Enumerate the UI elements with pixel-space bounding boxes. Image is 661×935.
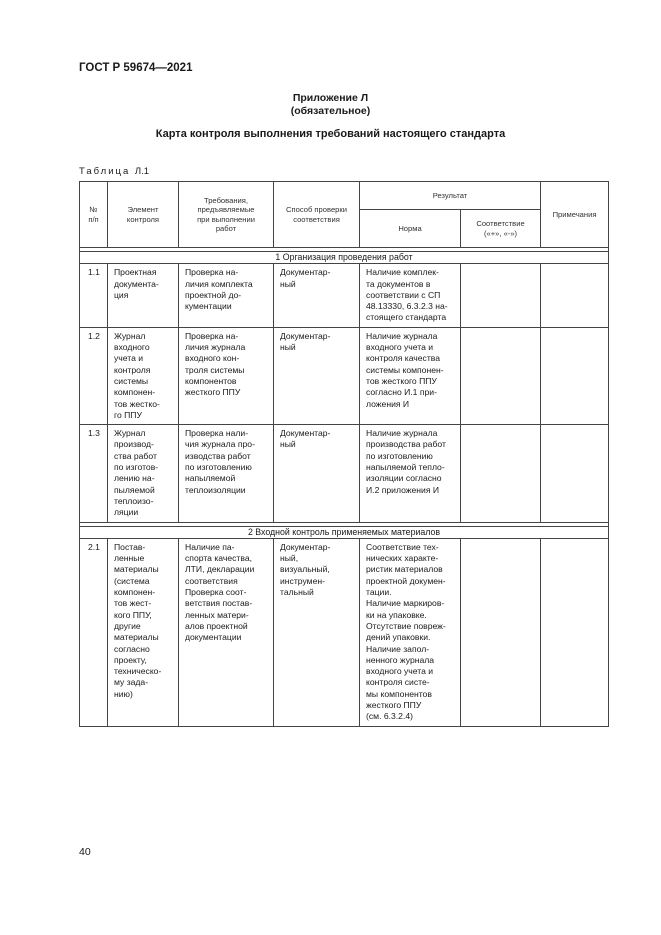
- table-label: [79, 166, 149, 177]
- table-row: [80, 327, 609, 424]
- norm-cell: Наличие комплек- та документов в соответствии с СП 48.13330, 6.3.2.3 на- стоящего стандарта: [360, 264, 461, 327]
- requirement-cell: Наличие па- спорта качества, ЛТИ, декларации соответствия Проверка соот- ветствия постав- ленных матери- алов проектной документации: [179, 538, 274, 726]
- table-row: [80, 538, 609, 726]
- notes-cell: [541, 264, 609, 327]
- col-header-requirements: Требования, предъявляемые при выполнении работ: [179, 182, 274, 248]
- control-table: [79, 181, 609, 727]
- method-cell: Документар- ный: [274, 425, 360, 522]
- section-title: 2 Входной контроль применяемых материалов: [80, 526, 609, 538]
- notes-cell: [541, 425, 609, 522]
- compliance-cell: [461, 264, 541, 327]
- page-number: 40: [79, 846, 91, 858]
- table-label-number: Л.1: [134, 166, 150, 177]
- control-element: Журнал производ- ства работ по изготов- лению на- пыляемой теплоизо- ляции: [108, 425, 179, 522]
- col-header-compliance: Соответствие («+», «-»): [461, 210, 541, 248]
- col-header-method: Способ проверки соответствия: [274, 182, 360, 248]
- row-number: 2.1: [80, 538, 108, 726]
- method-cell: Документар- ный: [274, 264, 360, 327]
- compliance-cell: [461, 327, 541, 424]
- control-element: Журнал входного учета и контроля системы компонен- тов жестко- го ППУ: [108, 327, 179, 424]
- appendix-heading: [0, 92, 661, 118]
- table-row: [80, 425, 609, 522]
- notes-cell: [541, 327, 609, 424]
- row-number: 1.1: [80, 264, 108, 327]
- row-number: 1.2: [80, 327, 108, 424]
- control-element: Постав- ленные материалы (система компонен- тов жест- кого ППУ, другие материалы согласно проекту, техническо- му зада- нию): [108, 538, 179, 726]
- col-header-norm: Норма: [360, 210, 461, 248]
- method-cell: Документар- ный: [274, 327, 360, 424]
- section-title: 1 Организация проведения работ: [80, 252, 609, 264]
- card-title: Карта контроля выполнения требований настоящего стандарта: [155, 128, 506, 140]
- control-element: Проектная документа- ция: [108, 264, 179, 327]
- notes-cell: [541, 538, 609, 726]
- section-row: [80, 252, 609, 264]
- requirement-cell: Проверка на- личия комплекта проектной до- кументации: [179, 264, 274, 327]
- document-code: ГОСТ Р 59674—2021: [79, 62, 193, 74]
- col-header-result: Результат: [360, 182, 541, 210]
- norm-cell: Наличие журнала входного учета и контроля качества системы компонен- тов жесткого ППУ согласно И.1 при- ложения И: [360, 327, 461, 424]
- table-body: [80, 248, 609, 727]
- compliance-cell: [461, 425, 541, 522]
- requirement-cell: Проверка на- личия журнала входного кон- троля системы компонентов жесткого ППУ: [179, 327, 274, 424]
- appendix-status: (обязательное): [290, 105, 371, 117]
- appendix-title: Приложение Л: [292, 92, 369, 104]
- section-row: [80, 526, 609, 538]
- row-number: 1.3: [80, 425, 108, 522]
- table-row: [80, 264, 609, 327]
- norm-cell: Наличие журнала производства работ по изготовлению напыляемой тепло- изоляции согласно И.2 приложения И: [360, 425, 461, 522]
- table-label-word: Таблица: [79, 166, 131, 177]
- norm-cell: Соответствие тех- нических характе- ристик материалов проектной докумен- тации. Наличие маркиров- ки на упаковке. Отсутствие повреж- дений упаковки. Наличие запол- ненного журнала входного учета и контроля систе- мы компонентов жесткого ППУ (см. 6.3.2.4): [360, 538, 461, 726]
- requirement-cell: Проверка нали- чия журнала про- изводства работ по изготовлению напыляемой теплоизоляции: [179, 425, 274, 522]
- col-header-element: Элемент контроля: [108, 182, 179, 248]
- col-header-notes: Примечания: [541, 182, 609, 248]
- compliance-cell: [461, 538, 541, 726]
- col-header-num: № п/п: [80, 182, 108, 248]
- method-cell: Документар- ный, визуальный, инструмен- тальный: [274, 538, 360, 726]
